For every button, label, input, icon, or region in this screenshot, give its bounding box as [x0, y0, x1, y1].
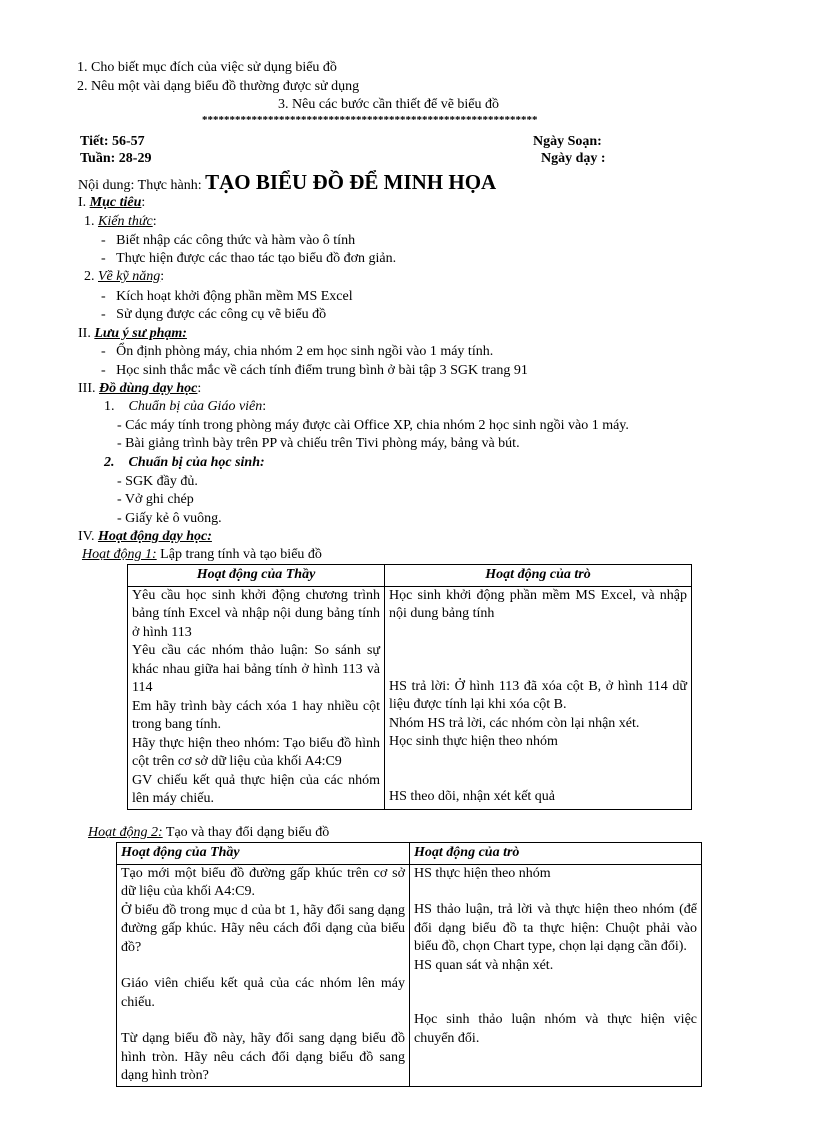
list-item: - Ổn định phòng máy, chia nhóm 2 em học sinh ngồi vào 1 máy tính. [101, 344, 494, 359]
section-number: III. [78, 381, 99, 396]
teacher-step: Từ dạng biểu đồ này, hãy đổi sang dạng biểu đồ hình tròn. Hãy nêu cách đổi dạng biểu đồ sang dạng hình tròn? [121, 1031, 405, 1083]
list-item: - Sử dụng được các công cụ vẽ biểu đồ [101, 307, 327, 322]
lesson-period: Tiết: 56-57 [80, 134, 145, 149]
subsection-knowledge: 1. Kiến thức: [84, 214, 157, 229]
table-row [117, 864, 702, 1086]
activity-label: Hoạt động 2: [88, 825, 163, 840]
list-item: - Học sinh thắc mắc về cách tính điểm trung bình ở bài tập 3 SGK trang 91 [101, 363, 528, 378]
section-title: Mục tiêu [89, 195, 142, 210]
activity-2-heading [88, 824, 329, 841]
activity-label: Hoạt động 1: [82, 547, 157, 562]
activity-2-table [116, 842, 702, 1087]
subsection-skills: 2. Về kỹ năng: [84, 269, 165, 284]
teacher-step: GV chiếu kết quả thực hiện của các nhóm lên máy chiếu. [132, 772, 380, 806]
table-header-row [117, 843, 702, 865]
list-item: - SGK đầy đủ. [117, 474, 198, 489]
list-item: - Kích hoạt khởi động phần mềm MS Excel [101, 289, 353, 304]
section-title: Lưu ý sư phạm: [94, 326, 187, 341]
list-item: - Thực hiện được các thao tác tạo biểu đồ đơn giản. [101, 251, 397, 266]
section-pedagogy [78, 325, 187, 342]
section-objectives: I. Mục tiêu: [78, 195, 146, 210]
section-number: I. [78, 195, 90, 210]
subsection-number: 1. [104, 399, 115, 414]
activity-description: Tạo và thay đổi dạng biểu đồ [162, 825, 330, 840]
teacher-step: Em hãy trình bày cách xóa 1 hay nhiều cột trong bang tính. [132, 698, 380, 732]
list-item-text: Thực hiện được các thao tác tạo biểu đồ đơn giản. [116, 251, 397, 266]
column-header-teacher: Hoạt động của Thầy [128, 565, 385, 587]
review-question-3: 3. Nêu các bước cần thiết để vẽ biểu đồ [278, 97, 500, 112]
teacher-step: Giáo viên chiếu kết quả của các nhóm lên máy chiếu. [121, 976, 405, 1010]
student-cell [385, 586, 692, 809]
list-item-text: Ổn định phòng máy, chia nhóm 2 em học sinh ngồi vào 1 máy tính. [116, 344, 494, 359]
teach-date-label: Ngày dạy : [541, 151, 606, 166]
student-cell [410, 864, 702, 1086]
teacher-step: Ở biểu đồ trong mục d của bt 1, hãy đổi sang dạng đường gấp khúc. Hãy nêu cách đổi dạng của biểu đồ? [121, 902, 405, 955]
section-activities [78, 528, 212, 545]
teacher-step: Hãy thực hiện theo nhóm: Tạo biểu đồ hình cột trên cơ sở dữ liệu của khối A4:C9 [132, 735, 380, 769]
student-step: HS thảo luận, trả lời và thực hiện theo nhóm (để đổi dạng biểu đồ ta thực hiện: Chuột phải vào biểu đồ, chọn Chart type, chọn lại dạng cần đổi). [414, 902, 697, 954]
column-header-student: Hoạt động của trò [385, 565, 692, 587]
list-item-text: Sử dụng được các công cụ vẽ biểu đồ [116, 307, 327, 322]
teacher-cell [117, 864, 410, 1086]
student-step: HS theo dõi, nhận xét kết quả [389, 788, 556, 804]
table-header-row [128, 565, 692, 587]
student-step: Học sinh thực hiện theo nhóm [389, 734, 558, 749]
list-item-text: Biết nhập các công thức và hàm vào ô tính [116, 233, 356, 248]
review-question-2: 2. Nêu một vài dạng biểu đồ thường được sử dụng [77, 79, 360, 94]
subsection-number: 1. [84, 214, 98, 229]
subsection-teacher-prep: 1. Chuẩn bị của Giáo viên: [104, 399, 267, 414]
subsection-title: Chuẩn bị của Giáo viên [128, 399, 263, 414]
list-item: - Bài giảng trình bày trên PP và chiếu trên Tivi phòng máy, bảng và bút. [117, 436, 520, 451]
student-step: HS trả lời: Ở hình 113 đã xóa cột B, ở hình 114 dữ liệu được tính lại khi xóa cột B. [389, 678, 687, 712]
column-header-teacher: Hoạt động của Thầy [117, 843, 410, 865]
subsection-number: 2. [84, 269, 98, 284]
teacher-step: Yêu cầu các nhóm thảo luận: So sánh sự khác nhau giữa hai bảng tính ở hình 113 và 114 [132, 643, 380, 695]
subsection-title: Về kỹ năng [98, 269, 161, 284]
student-step: Học sinh khởi động phần mềm MS Excel, và nhập nội dung bảng tính [389, 587, 687, 621]
student-step: Nhóm HS trả lời, các nhóm còn lại nhận xét. [389, 715, 640, 731]
activity-1-table [127, 564, 692, 810]
section-title: Đồ dùng dạy học [99, 381, 198, 396]
table-row [128, 586, 692, 809]
list-item: - Biết nhập các công thức và hàm vào ô tính [101, 233, 356, 248]
review-question-1: 1. Cho biết mục đích của việc sử dụng biểu đồ [77, 60, 337, 75]
list-item-text: Học sinh thắc mắc về cách tính điểm trung bình ở bài tập 3 SGK trang 91 [116, 363, 528, 378]
activity-description: Lập trang tính và tạo biểu đồ [156, 547, 322, 562]
column-header-student: Hoạt động của trò [410, 843, 702, 865]
student-step: HS quan sát và nhận xét. [414, 957, 554, 973]
prep-date-label: Ngày Soạn: [533, 134, 602, 149]
teacher-step: Yêu cầu học sinh khởi động chương trình bảng tính Excel và nhập nội dung bảng tính ở hình 113 [132, 587, 380, 640]
list-item: - Giấy kẻ ô vuông. [117, 511, 222, 526]
page-title: TẠO BIỂU ĐỒ ĐỂ MINH HỌA [205, 170, 497, 194]
list-item: - Các máy tính trong phòng máy được cài Office XP, chia nhóm 2 học sinh ngồi vào 1 máy. [117, 418, 629, 433]
section-title: Hoạt động dạy học: [97, 529, 212, 544]
lesson-week: Tuần: 28-29 [80, 151, 152, 166]
subsection-title: Chuẩn bị của học sinh: [128, 455, 265, 470]
list-item-text: Kích hoạt khởi động phần mềm MS Excel [116, 289, 353, 304]
teacher-cell [128, 586, 385, 809]
content-label: Nội dung: Thực hành: [78, 178, 206, 193]
list-item: - Vở ghi chép [117, 492, 194, 507]
star-divider: ************************************************************* [202, 114, 538, 126]
subsection-title: Kiến thức [98, 214, 153, 229]
student-step: Học sinh thảo luận nhóm và thực hiện việc chuyển đổi. [414, 1012, 697, 1046]
activity-1-heading [82, 546, 322, 563]
subsection-number: 2. [104, 455, 115, 470]
section-number: II. [78, 326, 95, 341]
section-number: IV. [78, 529, 98, 544]
teacher-step: Tạo mới một biểu đồ đường gấp khúc trên cơ sở dữ liệu của khối A4:C9. [121, 865, 405, 899]
section-materials: III. Đồ dùng dạy học: [78, 381, 202, 396]
student-step: HS thực hiện theo nhóm [414, 865, 551, 881]
subsection-student-prep [104, 454, 265, 471]
